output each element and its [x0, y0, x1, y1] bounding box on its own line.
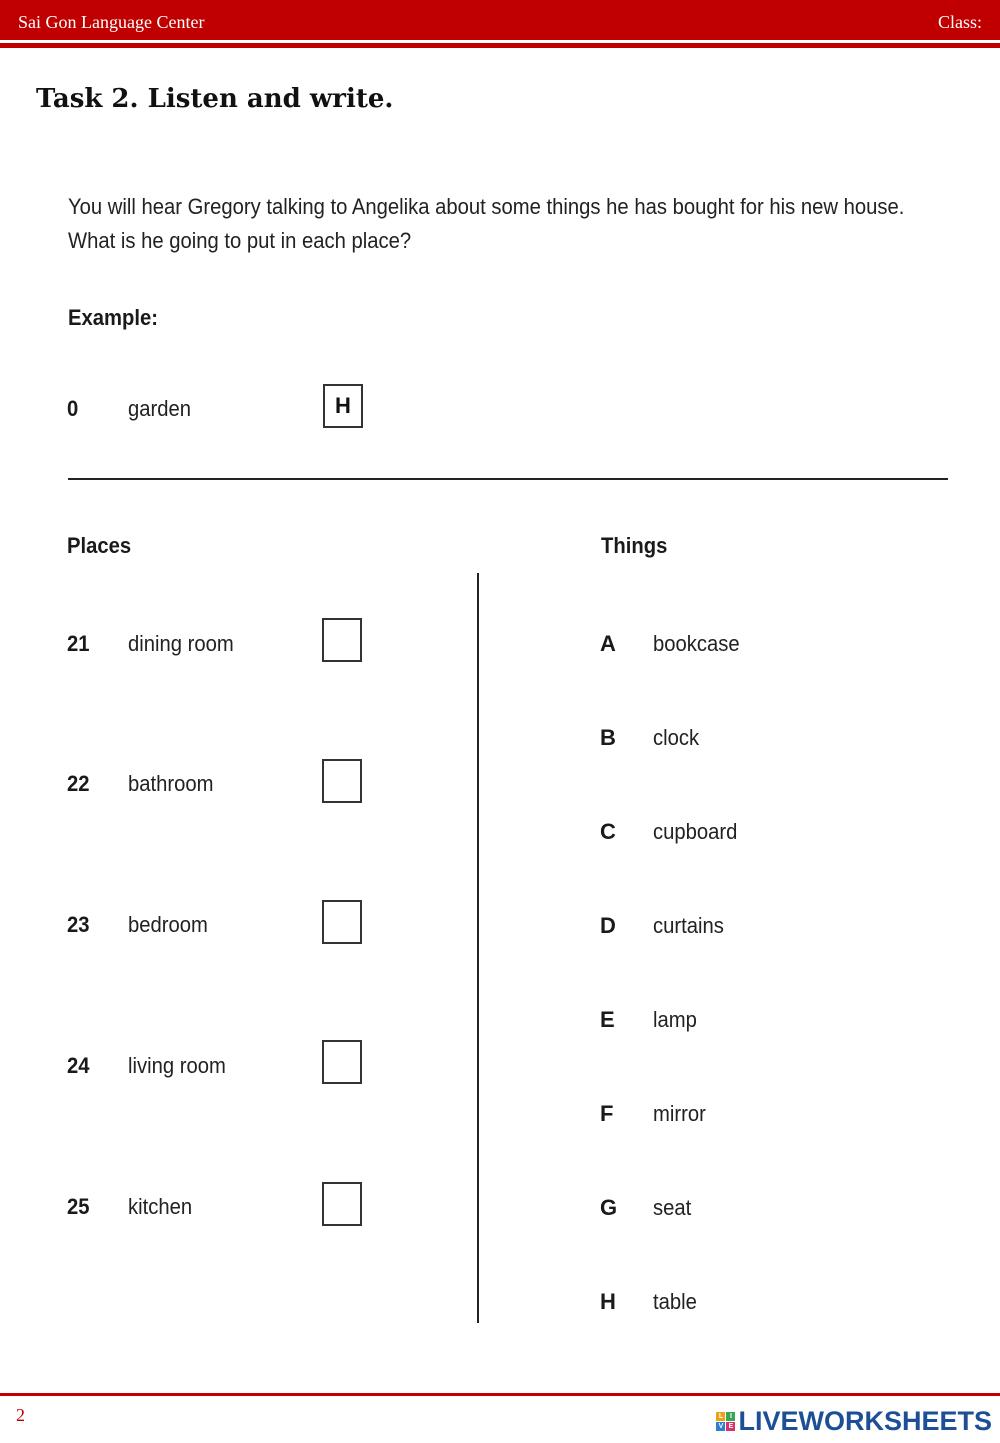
place-name: living room [128, 1053, 226, 1078]
thing-name: seat [653, 1195, 692, 1220]
instruction-line: What is he going to put in each place? [68, 228, 412, 253]
liveworksheets-logo-text: LIVEWORKSHEETS [738, 1405, 992, 1436]
liveworksheets-logo[interactable] [716, 1404, 992, 1438]
thing-letter: C [600, 819, 616, 844]
place-number: 25 [67, 1194, 90, 1219]
footer-line [0, 1393, 1000, 1396]
answer-box-22[interactable] [322, 759, 362, 803]
place-name: dining room [128, 631, 234, 656]
thing-name: bookcase [653, 631, 740, 656]
place-name: kitchen [128, 1194, 193, 1219]
page-number: 2 [16, 1405, 25, 1425]
thing-letter: F [600, 1101, 614, 1126]
instruction-line: You will hear Gregory talking to Angelika about some things he has bought for his new house. [68, 194, 905, 219]
answer-box-23[interactable] [322, 900, 362, 944]
example-label: Example: [68, 305, 159, 330]
logo-icon-letter: V [716, 1422, 725, 1431]
thing-letter: D [600, 913, 616, 938]
place-number: 22 [67, 771, 90, 796]
thing-letter: E [600, 1007, 615, 1032]
logo-icon-letter: I [726, 1412, 735, 1421]
thing-letter: H [600, 1289, 616, 1314]
place-name: bedroom [128, 912, 208, 937]
thing-name: mirror [653, 1101, 706, 1126]
place-number: 21 [67, 631, 90, 656]
class-label: Class: [937, 12, 982, 32]
thing-name: lamp [653, 1007, 697, 1032]
place-name: bathroom [128, 771, 214, 796]
instructions [68, 190, 905, 258]
header-bar [0, 0, 1000, 43]
task-title: Task 2. Listen and write. [36, 84, 394, 114]
thing-name: curtains [653, 913, 724, 938]
answer-box-25[interactable] [322, 1182, 362, 1226]
example-place: garden [128, 396, 192, 421]
thing-name: cupboard [653, 819, 738, 844]
thing-letter: A [600, 631, 616, 656]
places-heading: Places [67, 533, 132, 558]
section-divider [68, 478, 948, 480]
example-answer-box: H [323, 384, 363, 428]
answer-box-24[interactable] [322, 1040, 362, 1084]
place-number: 23 [67, 912, 90, 937]
logo-icon-letter: E [726, 1422, 735, 1431]
thing-name: table [653, 1289, 697, 1314]
column-divider [477, 573, 479, 1323]
logo-icon-letter: L [716, 1412, 725, 1421]
thing-letter: B [600, 725, 616, 750]
thing-letter: G [600, 1195, 618, 1220]
example-number: 0 [67, 396, 79, 421]
center-name: Sai Gon Language Center [18, 12, 205, 32]
answer-box-21[interactable] [322, 618, 362, 662]
thing-name: clock [653, 725, 700, 750]
place-number: 24 [67, 1053, 90, 1078]
things-heading: Things [601, 533, 668, 558]
liveworksheets-logo-icon [716, 1412, 735, 1431]
